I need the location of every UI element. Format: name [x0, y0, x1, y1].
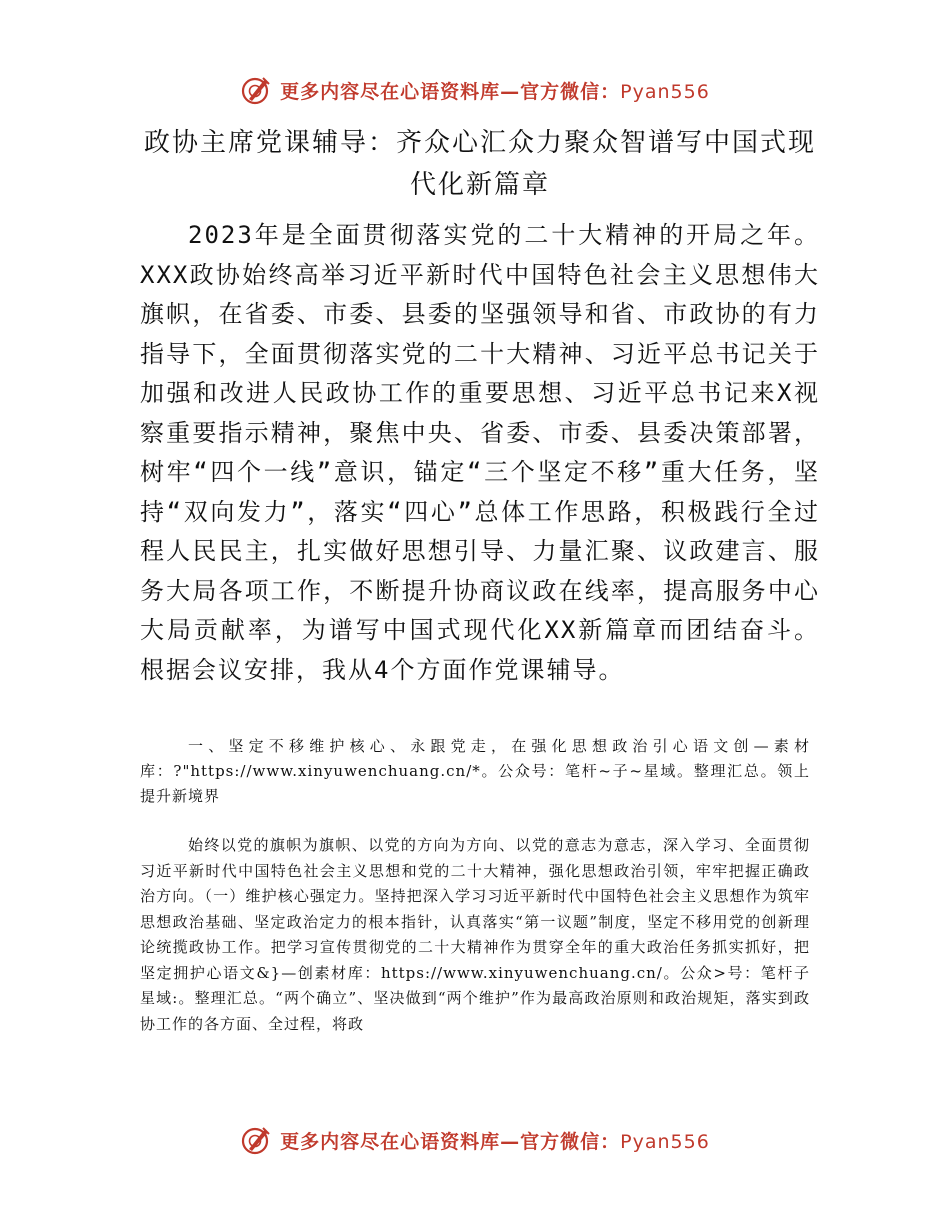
document-title: 政协主席党课辅导：齐众心汇众力聚众智谱写中国式现代化新篇章 — [143, 128, 816, 200]
watermark-text: 更多内容尽在心语资料库—官方微信： — [280, 80, 621, 103]
intro-paragraph: 2023年是全面贯彻落实党的二十大精神的开局之年。XXX政协始终高举习近平新时代中国特色社会主义思想伟大旗帜，在省委、市委、县委的坚强领导和省、市政协的有力指导下，全面贯彻落实党的二十大精神、习近平总书记关于加强和改进人民政协工作的重要思想、习近平总书记来X视察重要指示精神，聚焦中央、省委、市委、县委决策部署，树牢“四个一线”意识，锚定“三个坚定不移”重大任务，坚持“双向发力”，落实“四心”总体工作思路，积极践行全过程人民民主，扎实做好思想引导、力量汇聚、议政建言、服务大局各项工作，不断提升协商议政在线率，提高服务中心大局贡献率，为谱写中国式现代化XX新篇章而团结奋斗。根据会议安排，我从4个方面作党课辅导。 — [140, 221, 820, 684]
quill-logo-icon — [240, 74, 272, 106]
watermark-handle: Pyan556 — [620, 80, 710, 103]
watermark-handle: Pyan556 — [620, 1130, 710, 1153]
footer-watermark — [0, 1120, 950, 1160]
section-heading: 一、坚定不移维护核心、永跟党走，在强化思想政治引心语文创—素材库：?"https://www.xinyuwenchuang.cn/*。公众号：笔杆~子~星域。整理汇总。领上提升新境界 — [140, 737, 810, 805]
watermark-text: 更多内容尽在心语资料库—官方微信： — [280, 1130, 621, 1153]
quill-logo-icon — [240, 1124, 272, 1156]
header-watermark — [0, 70, 950, 110]
body-paragraph: 始终以党的旗帜为旗帜、以党的方向为方向、以党的意志为意志，深入学习、全面贯彻习近平新时代中国特色社会主义思想和党的二十大精神，强化思想政治引领，牢牢把握正确政治方向。（一）维护核心强定力。坚持把深入学习习近平新时代中国特色社会主义思想作为筑牢思想政治基础、坚定政治定力的根本指针，认真落实“第一议题”制度，坚定不移用党的创新理论统揽政协工作。把学习宣传贯彻党的二十大精神作为贯穿全年的重大政治任务抓实抓好，把坚定拥护心语文&}—创素材库：https://www.xinyuwenchuang.cn/。公众>号：笔杆子星域:。整理汇总。“两个确立”、坚决做到“两个维护”作为最高政治原则和政治规矩，落实到政协工作的各方面、全过程，将政 — [140, 836, 810, 1033]
